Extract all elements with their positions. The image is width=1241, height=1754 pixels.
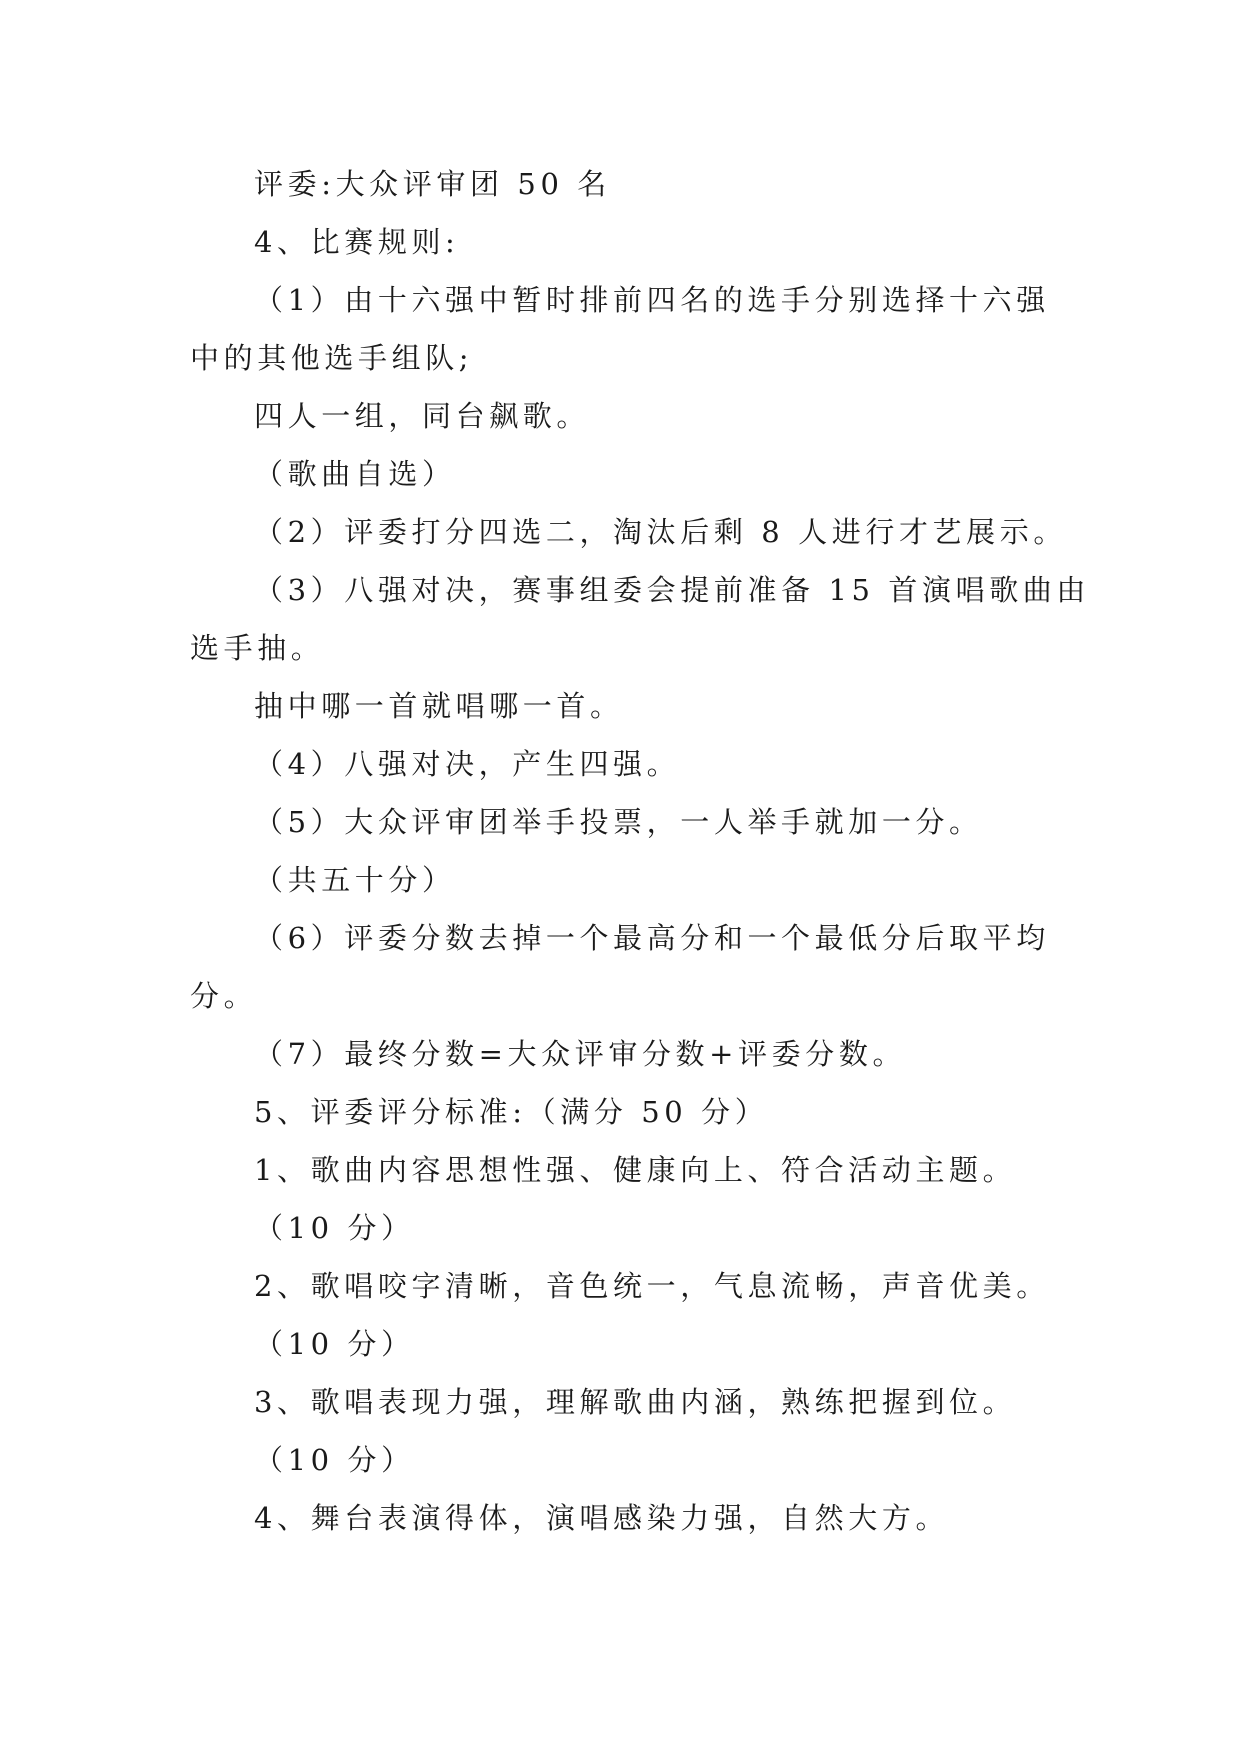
section-heading-scoring: 5、评委评分标准:（满分 50 分） xyxy=(254,1095,769,1129)
paragraph-line: （共五十分） xyxy=(254,863,456,897)
paragraph-line: 四人一组，同台飙歌。 xyxy=(254,399,591,433)
criterion-3-text: 3、歌唱表现力强，理解歌曲内涵，熟练把握到位。 xyxy=(254,1385,1017,1419)
rule-4-text: （4）八强对决，产生四强。 xyxy=(254,747,681,781)
rule-3-text: （3）八强对决，赛事组委会提前准备 15 首演唱歌曲由 xyxy=(254,573,1090,607)
rule-7-text: （7）最终分数=大众评审分数+评委分数。 xyxy=(254,1037,907,1071)
rule-3-continuation: 选手抽。 xyxy=(190,631,325,665)
rule-6-continuation: 分。 xyxy=(190,979,258,1013)
criterion-2-text: 2、歌唱咬字清晰，音色统一，气息流畅，声音优美。 xyxy=(254,1269,1050,1303)
document-body xyxy=(190,155,1090,1547)
criterion-2-score: （10 分） xyxy=(254,1327,415,1361)
rule-6-text: （6）评委分数去掉一个最高分和一个最低分后取平均 xyxy=(254,921,1050,955)
rule-2-text: （2）评委打分四选二，淘汰后剩 8 人进行才艺展示。 xyxy=(254,515,1067,549)
judges-line: 评委:大众评审团 50 名 xyxy=(254,167,611,201)
rule-5-text: （5）大众评审团举手投票，一人举手就加一分。 xyxy=(254,805,983,839)
criterion-1-text: 1、歌曲内容思想性强、健康向上、符合活动主题。 xyxy=(254,1153,1017,1187)
paragraph-line: 抽中哪一首就唱哪一首。 xyxy=(254,689,624,723)
paragraph-line: （歌曲自选） xyxy=(254,457,456,491)
criterion-4-text: 4、舞台表演得体，演唱感染力强，自然大方。 xyxy=(254,1501,950,1535)
section-heading-rules: 4、比赛规则: xyxy=(254,225,460,259)
criterion-3-score: （10 分） xyxy=(254,1443,415,1477)
rule-1-continuation: 中的其他选手组队; xyxy=(190,341,474,375)
rule-1-text: （1）由十六强中暂时排前四名的选手分别选择十六强 xyxy=(254,283,1050,317)
criterion-1-score: （10 分） xyxy=(254,1211,415,1245)
